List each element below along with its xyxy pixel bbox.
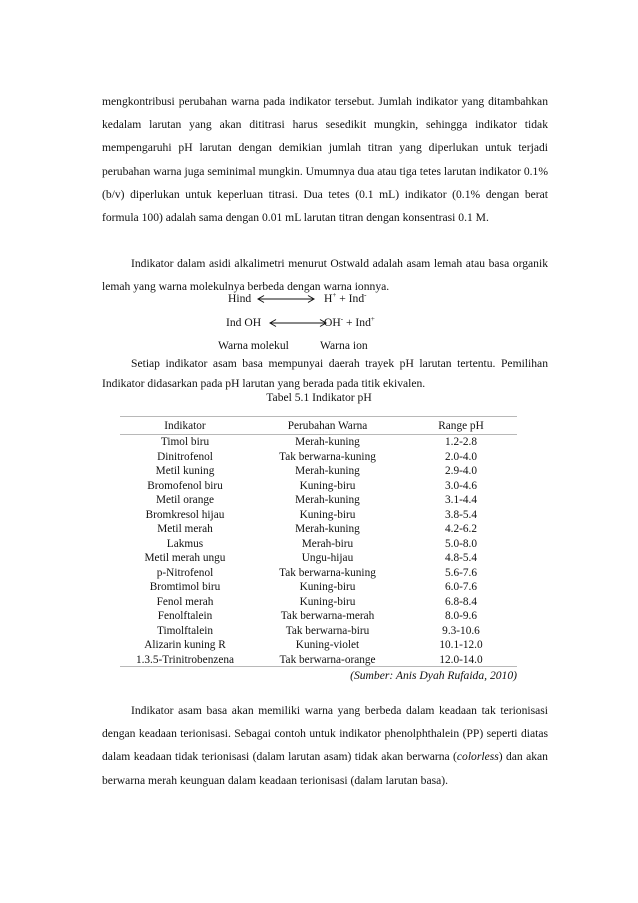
table-title: Tabel 5.1 Indikator pH [266, 391, 372, 404]
cell-ph-range: 3.8-5.4 [444, 508, 477, 521]
table-row [120, 580, 517, 595]
cell-indicator: Timol biru [160, 436, 210, 448]
cell-color-change: Merah-kuning [295, 465, 360, 477]
cell-color-change: Kuning-biru [299, 581, 356, 593]
table-row [120, 551, 517, 566]
cell-color-change: Merah-kuning [295, 523, 360, 535]
table-header-row [120, 417, 517, 435]
cell-color-change: Kuning-violet [295, 639, 360, 651]
cell-indicator: Lakmus [166, 537, 204, 550]
cell-color-change: Merah-kuning [295, 436, 360, 448]
cell-indicator: Metil merah ungu [144, 552, 226, 564]
header-color-change: Perubahan Warna [287, 420, 368, 432]
cell-ph-range: 2.9-4.0 [444, 465, 477, 477]
cell-ph-range: 1.2-2.8 [444, 436, 477, 448]
cell-indicator: Metil kuning [155, 465, 215, 477]
table-row [120, 508, 517, 523]
cell-indicator: Alizarin kuning R [144, 639, 226, 651]
cell-color-change: Kuning-biru [299, 508, 356, 521]
paragraph4-text-a: Indikator asam basa akan memiliki warna yang berbeda dalam keadaan tak terionisasi dengan keadaan terionisasi. Sebagai contoh untuk indikator phenolphthalein (PP) seperti diatas dalam keadaan tidak terionisasi (dalam larutan asam) tidak akan berwarna ( [102, 704, 548, 764]
cell-indicator: Dinitrofenol [157, 450, 213, 463]
paragraph-indicator-selection: Setiap indikator asam basa mempunyai daerah trayek pH larutan tertentu. Pemilihan Indikator didasarkan pada pH larutan yang berada pada titik ekivalen. [102, 357, 548, 390]
equilibrium-arrow-2 [268, 318, 328, 328]
cell-ph-range: 8.0-9.6 [444, 610, 477, 622]
table-row [120, 435, 517, 450]
paragraph-phenolphthalein [102, 699, 548, 792]
paragraph-indicator-amount: mengkontribusi perubahan warna pada indikator tersebut. Jumlah indikator yang ditambahkan kedalam larutan yang akan dititrasi harus sesedikit mungkin, sehingga indikator tidak mempengaruhi pH larutan dengan demikian jumlah titran yang diperlukan untuk terjadi perubahan warna juga seminimal mungkin. Umumnya dua atau tiga tetes larutan indikator 0.1% (b/v) diperlukan untuk keperluan titrasi. Dua tetes (0.1 mL) indikator (0.1% dengan berat formula 100) adalah sama dengan 0.01 mL larutan titran dengan konsentrasi 0.1 M. [102, 95, 548, 225]
equation2-right [324, 316, 375, 330]
paragraph-ostwald: Indikator dalam asidi alkalimetri menurut Ostwald adalah asam lemah atau basa organik lemah yang warna molekulnya berbeda dengan warna ionnya. [102, 257, 548, 294]
indicator-cation-charge: + [370, 315, 375, 323]
indicator-table [120, 417, 517, 667]
hydrogen-charge: + [332, 291, 337, 299]
cell-ph-range: 9.3-10.6 [442, 624, 480, 637]
cell-ph-range: 12.0-14.0 [439, 653, 483, 666]
table-body [120, 435, 517, 667]
cell-color-change: Merah-biru [301, 537, 354, 550]
cell-ph-range: 3.0-4.6 [444, 479, 477, 492]
table-row [120, 537, 517, 552]
table-row [120, 653, 517, 668]
table-bottom-rule [120, 666, 517, 667]
table-row [120, 638, 517, 653]
cell-ph-range: 4.2-6.2 [444, 523, 477, 535]
equation1-left: Hind [228, 292, 252, 305]
paragraph4-italic: colorless [456, 750, 499, 764]
cell-ph-range: 2.0-4.0 [444, 450, 477, 463]
cell-indicator: Metil orange [155, 494, 215, 506]
cell-ph-range: 6.8-8.4 [444, 595, 477, 608]
cell-indicator: Bromkresol hijau [145, 508, 225, 521]
table-row [120, 522, 517, 537]
table-row [120, 479, 517, 494]
cell-indicator: Fenol merah [156, 595, 214, 608]
cell-ph-range: 10.1-12.0 [439, 639, 483, 651]
paragraph4-text-b: ) dan akan berwarna merah keunguan dalam keadaan terionisasi (dalam larutan basa). [102, 750, 548, 787]
table-source: (Sumber: Anis Dyah Rufaida, 2010) [350, 669, 517, 682]
cell-ph-range: 6.0-7.6 [444, 581, 477, 593]
indicator-ion: + Ind [336, 292, 365, 305]
cell-indicator: p-Nitrofenol [156, 566, 214, 579]
cell-ph-range: 3.1-4.4 [444, 494, 477, 506]
cell-color-change: Ungu-hijau [301, 552, 354, 564]
hydroxide-ion: OH [324, 316, 341, 329]
hydrogen-ion: H [324, 292, 333, 305]
cell-color-change: Kuning-biru [299, 595, 356, 608]
cell-color-change: Tak berwarna-merah [280, 610, 375, 622]
indicator-cation: + Ind [343, 316, 371, 329]
table-row [120, 464, 517, 479]
equilibrium-arrow-1 [256, 294, 316, 304]
table-row [120, 609, 517, 624]
cell-ph-range: 4.8-5.4 [444, 552, 477, 564]
hydroxide-charge: - [340, 315, 344, 323]
table-row [120, 493, 517, 508]
cell-color-change: Tak berwarna-orange [279, 653, 376, 666]
equation1-right [324, 292, 366, 306]
cell-indicator: Bromofenol biru [147, 479, 223, 492]
table-row [120, 595, 517, 610]
cell-ph-range: 5.0-8.0 [444, 537, 477, 550]
table-row [120, 566, 517, 581]
cell-color-change: Tak berwarna-biru [285, 624, 370, 637]
cell-indicator: Fenolftalein [157, 610, 213, 622]
cell-indicator: Timolftalein [156, 624, 214, 637]
cell-color-change: Tak berwarna-kuning [279, 450, 376, 463]
table-row [120, 624, 517, 639]
table-row [120, 450, 517, 465]
cell-indicator: Bromtimol biru [149, 581, 221, 593]
cell-ph-range: 5.6-7.6 [444, 566, 477, 579]
cell-color-change: Tak berwarna-kuning [279, 566, 376, 579]
cell-color-change: Merah-kuning [295, 494, 360, 506]
header-indicator: Indikator [164, 420, 206, 432]
cell-indicator: 1.3.5-Trinitrobenzena [135, 653, 235, 666]
cell-indicator: Metil merah [157, 523, 213, 535]
label-molecule-color: Warna molekul [218, 339, 289, 352]
cell-color-change: Kuning-biru [299, 479, 356, 492]
equation2-left: Ind OH [226, 316, 262, 329]
indicator-ion-charge: - [364, 291, 367, 299]
label-ion-color: Warna ion [320, 339, 368, 352]
header-ph-range: Range pH [438, 420, 484, 432]
